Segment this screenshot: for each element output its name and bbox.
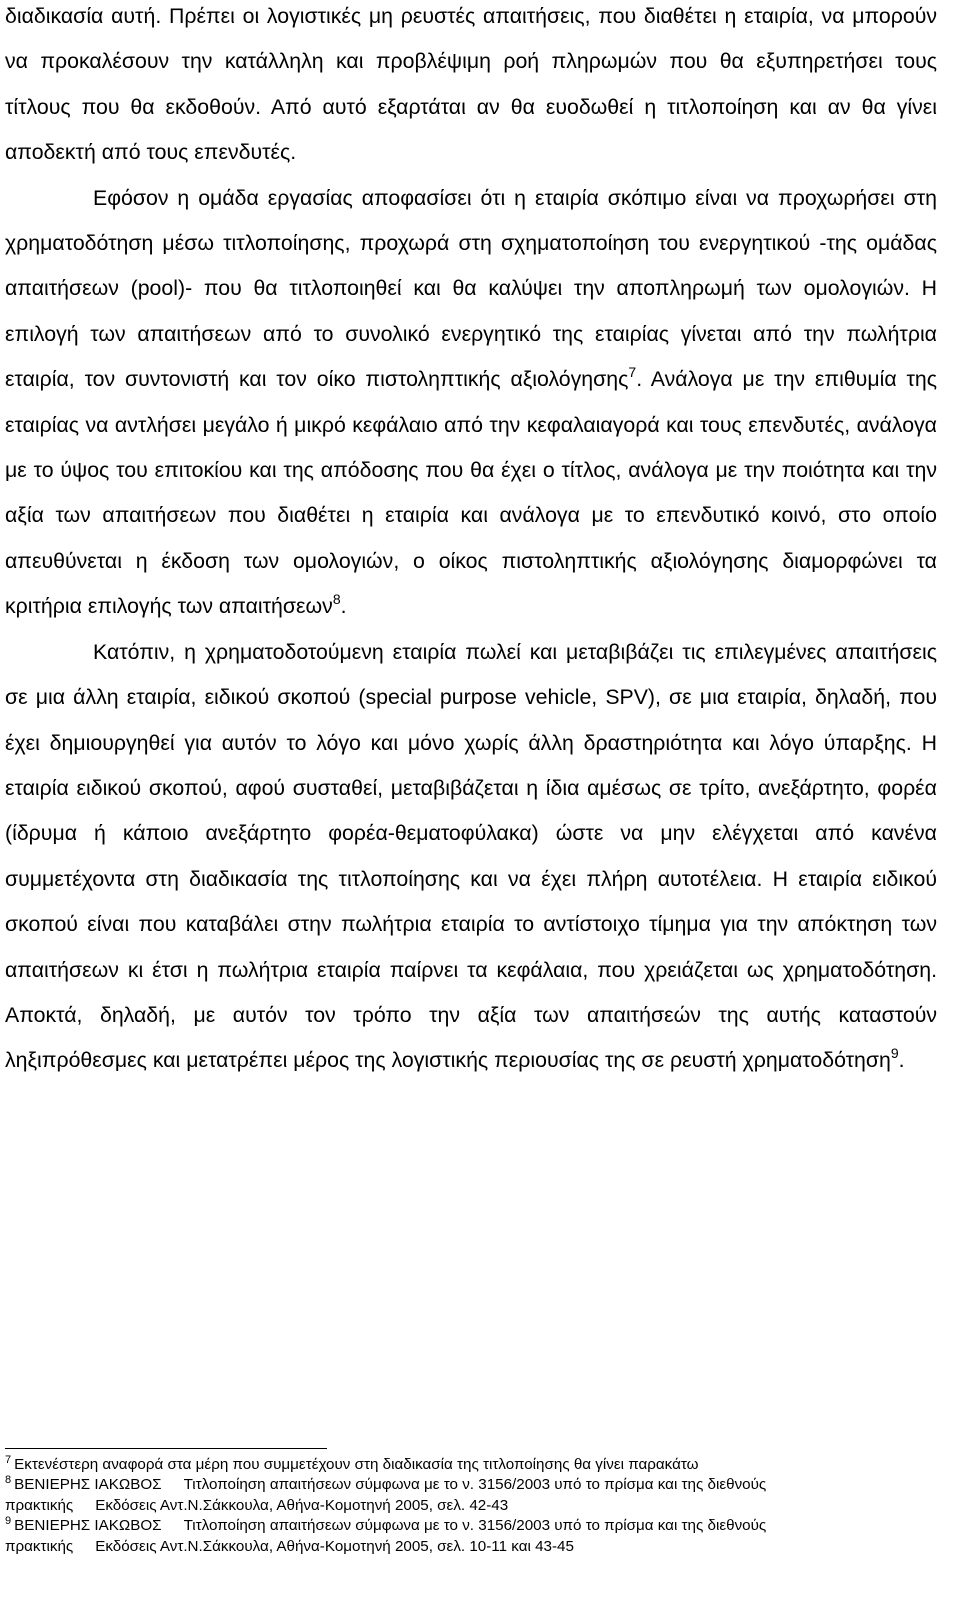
body-paragraph-2 bbox=[5, 176, 937, 630]
footnote-text: Τιτλοποίηση απαιτήσεων σύμφωνα με το ν. 3156/2003 υπό το πρίσμα και της διεθνούς bbox=[183, 1517, 767, 1535]
paragraph-3-text: Κατόπιν, η χρηματοδοτούμενη εταιρία πωλεί και μεταβιβάζει τις επιλεγμένες απαιτήσεις σε μια άλλη εταιρία, ειδικού σκοπού (special purpose vehicle, SPV), σε μια εταιρία, δηλαδή, που έχει δημιουργηθεί για αυτόν το λόγο και μόνο χωρίς άλλη δραστηριότητα και λόγο ύπαρξης. Η εταιρία ειδικού σκοπού, αφού συσταθεί, μεταβιβάζεται η ίδια αμέσως σε τρίτο, ανεξάρτητο, φορέα (ίδρυμα ή κάποιο ανεξάρτητο φορέα-θεματοφύλακα) ώστε να μην ελέγχεται από κανένα συμμετέχοντα στη διαδικασία της τιτλοποίησης και να έχει πλήρη αυτοτέλεια. Η εταιρία ειδικού σκοπού είναι που καταβάλει στην πωλήτρια εταιρία το αντίστοιχο τίμημα για την απόκτηση των απαιτήσεων κι έτσι η πωλήτρια εταιρία παίρνει τα κεφάλαια, που χρειάζεται ως χρηματοδότηση. Αποκτά, δηλαδή, με αυτόν τον τρόπο την αξία των απαιτήσεών της αυτής καταστούν ληξιπρόθεσμες και μετατρέπει μέρος της λογιστικής περιουσίας της σε ρευστή χρηματοδότηση bbox=[5, 639, 937, 1073]
paragraph-2-text-c: . bbox=[340, 594, 347, 619]
footnotes bbox=[5, 1455, 937, 1557]
footnote-number: 7 bbox=[5, 1454, 12, 1466]
footnote-ref-7[interactable]: 7 bbox=[628, 364, 637, 381]
footnote-text: Τιτλοποίηση απαιτήσεων σύμφωνα με το ν. 3156/2003 υπό το πρίσμα και της διεθνούς bbox=[183, 1476, 767, 1494]
footnote-8 bbox=[5, 1475, 937, 1495]
paragraph-2-text-b: . Ανάλογα με την επιθυμία της εταιρίας να αντλήσει μεγάλο ή μικρό κεφάλαιο από την κεφαλαιαγορά και τους επενδυτές, ανάλογα με το ύψος του επιτοκίου και της απόδοσης που θα έχει ο τίτλος, ανάλογα με την ποιότητα και την αξία των απαιτήσεων που διαθέτει η εταιρία και ανάλογα με το επενδυτικό κοινό, στο οποίο απευθύνεται η έκδοση των ομολογιών, ο οίκος πιστοληπτικής αξιολόγησης διαμορφώνει τα κριτήρια επιλογής των απαιτήσεων bbox=[5, 367, 937, 619]
footnote-ref-8[interactable]: 8 bbox=[332, 591, 341, 608]
footnote-separator bbox=[5, 1448, 327, 1449]
footnote-9 bbox=[5, 1516, 937, 1536]
footnote-7 bbox=[5, 1455, 937, 1475]
footnote-word: πρακτικής bbox=[5, 1496, 74, 1514]
footnote-9-continued bbox=[5, 1537, 937, 1557]
paragraph-1-text: διαδικασία αυτή. Πρέπει οι λογιστικές μη ρευστές απαιτήσεις, που διαθέτει η εταιρία, να μπορούν να προκαλέσουν την κατάλληλη και προβλέψιμη ροή πληρωμών που θα εξυπηρετήσει τους τίτλους που θα εκδοθούν. Από αυτό εξαρτάται αν θα ευοδωθεί η τιτλοποίηση και αν θα γίνει αποδεκτή από τους επενδυτές. bbox=[5, 4, 937, 165]
footnote-text: Εκτενέστερη αναφορά στα μέρη που συμμετέχουν στη διαδικασία της τιτλοποίησης θα γίνει παρακάτω bbox=[14, 1456, 699, 1473]
body-paragraph-1 bbox=[5, 0, 937, 176]
body-paragraph-3 bbox=[5, 630, 937, 1084]
paragraph-2-text-a: Εφόσον η ομάδα εργασίας αποφασίσει ότι η εταιρία σκόπιμο είναι να προχωρήσει στη χρηματοδότηση μέσω τιτλοποίησης, προχωρά στη σχηματοποίηση του ενεργητικού -της ομάδας απαιτήσεων (pool)- που θα τιτλοποιηθεί και θα καλύψει την αποπληρωμή των ομολογιών. Η επιλογή των απαιτήσεων από το συνολικό ενεργητικό της εταιρίας γίνεται από την πωλήτρια εταιρία, τον συντονιστή και τον οίκο πιστοληπτικής αξιολόγησης bbox=[5, 185, 937, 392]
footnote-number: 8 bbox=[5, 1474, 12, 1487]
document-page bbox=[5, 0, 937, 1084]
footnote-author: ΒΕΝΙΕΡΗΣ ΙΑΚΩΒΟΣ bbox=[14, 1476, 162, 1494]
footnote-text: Εκδόσεις Αντ.Ν.Σάκκουλα, Αθήνα-Κομοτηνή 2005, σελ. 10-11 και 43-45 bbox=[95, 1537, 574, 1555]
footnote-ref-9[interactable]: 9 bbox=[890, 1045, 899, 1062]
footnote-word: πρακτικής bbox=[5, 1537, 74, 1555]
footnote-text: Εκδόσεις Αντ.Ν.Σάκκουλα, Αθήνα-Κομοτηνή 2005, σελ. 42-43 bbox=[95, 1496, 509, 1514]
footnote-author: ΒΕΝΙΕΡΗΣ ΙΑΚΩΒΟΣ bbox=[14, 1517, 162, 1535]
footnote-number: 9 bbox=[5, 1515, 12, 1528]
footnote-8-continued bbox=[5, 1496, 937, 1516]
paragraph-3-end: . bbox=[898, 1048, 905, 1073]
